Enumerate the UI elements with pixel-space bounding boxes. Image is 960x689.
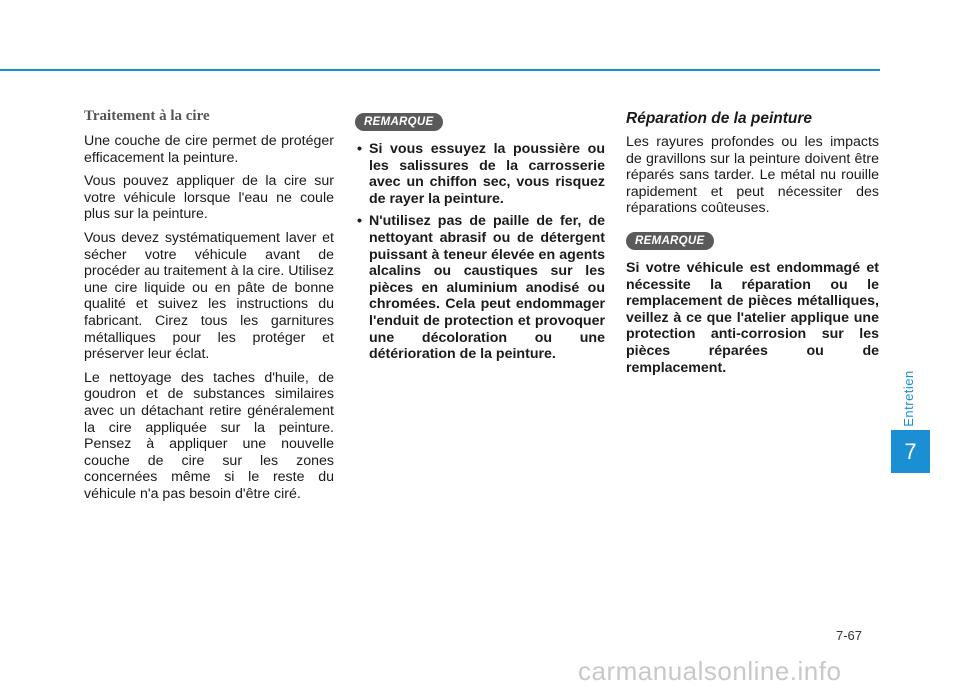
paragraph: Le nettoyage des taches d'huile, de goudron et de substances similaires avec un détachant retire généralement la cire appliquée sur la peinture. Pensez à appliquer une nouvelle couche de cire sur les zones concernées même si le reste du véhicule n'a pas besoin d'être ciré. <box>84 369 334 502</box>
bullet-icon: • <box>357 141 362 157</box>
bullet-icon: • <box>357 213 362 230</box>
paragraph: Les rayures profondes ou les impacts de gravillons sur la peinture doivent être réparés sans tarder. Le métal nu rouille rapidement et peut nécessiter des réparations coûteuses. <box>626 134 879 217</box>
page-number: 7-67 <box>836 628 863 643</box>
section-title-paint-repair: Réparation de la peinture <box>626 110 813 127</box>
chapter-label <box>898 368 918 428</box>
list-item-text: N'utilisez pas de paille de fer, de nettoyant abrasif ou de détergent puissant à teneur élevée en agents alcalins ou caustiques sur les pièces en aluminium anodisé ou chromées. Cela peut endommager l'enduit de protection et provoquer une décoloration ou une détérioration de la peinture. <box>369 213 605 363</box>
note-badge: REMARQUE <box>626 232 714 250</box>
header-rule <box>0 69 880 71</box>
section-title-waxing: Traitement à la cire <box>84 108 210 124</box>
column-right <box>626 110 879 376</box>
note-list <box>355 141 605 363</box>
list-item-text: Si vous essuyez la poussière ou les salissures de la carrosserie avec un chiffon sec, vous risquez de rayer la peinture. <box>369 141 605 207</box>
column-left <box>84 108 334 509</box>
note-text: Si votre véhicule est endommagé et nécessite la réparation ou le remplacement de pièces métalliques, veillez à ce que l'atelier applique une protection anti-corrosion sur les pièces réparées ou de remplacement. <box>626 259 879 376</box>
note-badge: REMARQUE <box>355 113 443 131</box>
column-middle <box>355 112 605 369</box>
chapter-tab: 7 <box>891 430 930 473</box>
paragraph: Vous pouvez appliquer de la cire sur votre véhicule lorsque l'eau ne coule plus sur la peinture. <box>84 173 334 223</box>
list-item <box>355 213 605 362</box>
paragraph: Vous devez systématiquement laver et sécher votre véhicule avant de procéder au traitement à la cire. Utilisez une cire liquide ou en pâte de bonne qualité et suivez les instructions du fabricant. Cirez tous les garnitures métalliques pour les protéger et préserver leur éclat. <box>84 229 334 363</box>
watermark: carmanualsonline.info <box>578 656 842 686</box>
list-item <box>355 141 605 207</box>
paragraph: Une couche de cire permet de protéger efficacement la peinture. <box>84 133 334 166</box>
chapter-label-text: Entretien <box>900 369 916 427</box>
